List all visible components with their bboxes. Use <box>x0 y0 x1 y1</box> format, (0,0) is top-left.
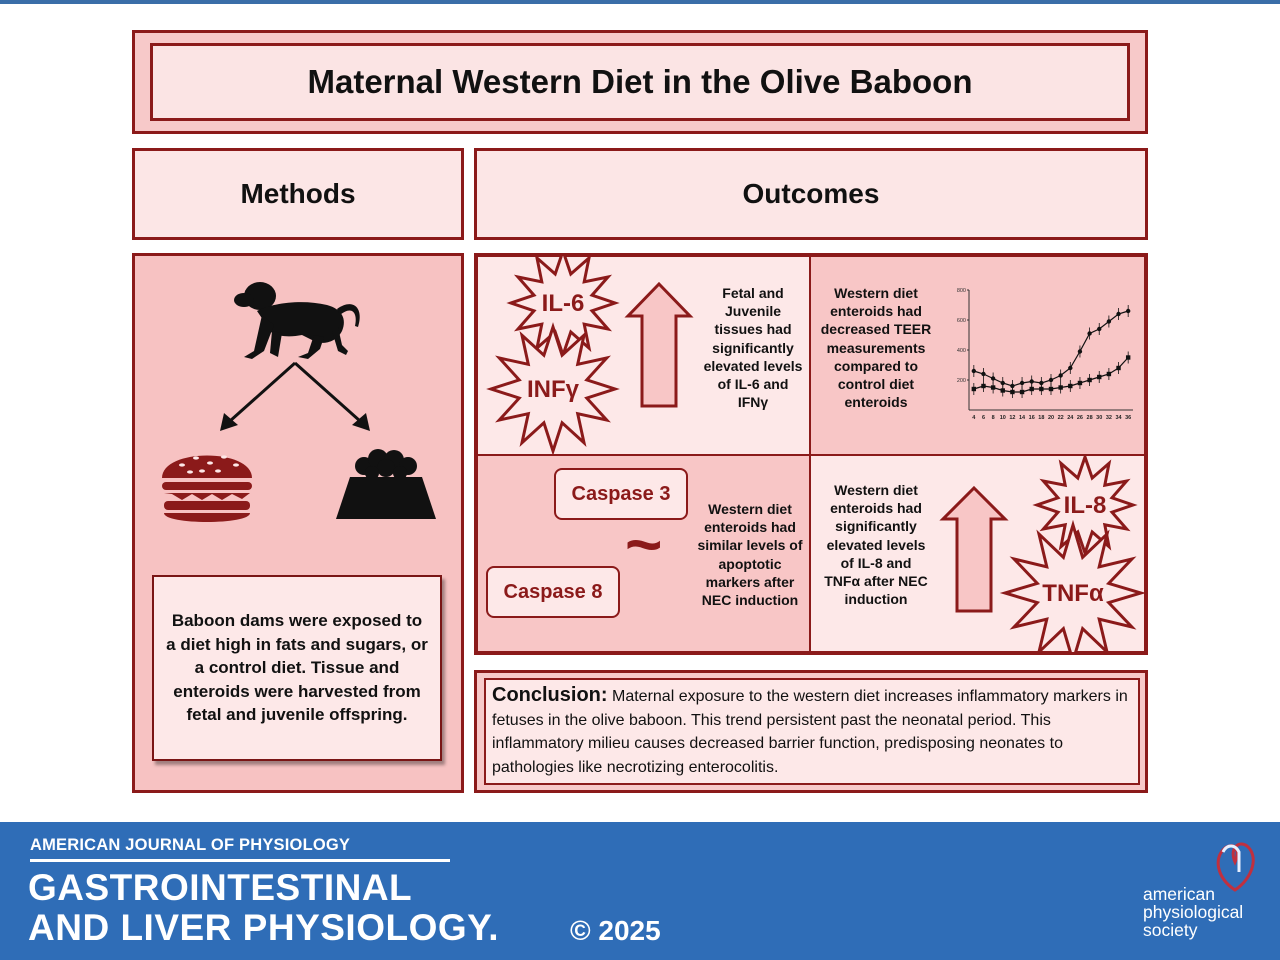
x-tick-label: 18 <box>1038 415 1045 421</box>
x-tick-label: 8 <box>991 415 995 421</box>
chart-series <box>972 305 1131 398</box>
x-tick-label: 30 <box>1096 415 1103 421</box>
chart-axes <box>957 288 1133 421</box>
similar-symbol: ~ <box>625 508 663 580</box>
badge-caspase-8: Caspase 8 <box>486 566 620 618</box>
data-point <box>1097 327 1101 331</box>
conclusion-text: Maternal exposure to the western diet increases inflammatory markers in fetuses in the olive baboon. This trend persistent past the neonatal period. This inflammatory milieu causes decreased barrier function, predisposing neonates to pathologies like necrotizing enterocolitis. <box>492 688 1128 776</box>
x-tick-label: 32 <box>1105 415 1112 421</box>
journal-title-line1: GASTROINTESTINAL <box>28 867 413 908</box>
cell4-text: Western diet enteroids had significantly elevated levels of IL-8 and TNFα after NEC induction <box>824 482 928 608</box>
cell2-text: Western diet enteroids had decreased TEER measurements compared to control diet enteroids <box>820 285 932 411</box>
data-point <box>981 372 985 376</box>
badge-tnfa: TNFα <box>1042 580 1104 607</box>
x-tick-label: 4 <box>972 415 976 421</box>
x-tick-label: 12 <box>1009 415 1016 421</box>
x-tick-label: 6 <box>981 415 986 421</box>
data-point <box>1078 349 1082 353</box>
data-point <box>1107 319 1111 323</box>
journal-title <box>28 868 499 948</box>
data-point <box>1087 378 1091 382</box>
publisher-line2: physiological <box>1143 902 1244 922</box>
footer-divider <box>30 859 450 862</box>
x-tick-label: 24 <box>1067 415 1074 421</box>
data-point <box>991 385 995 389</box>
data-point <box>1068 384 1072 388</box>
starburst-icon <box>1037 457 1133 553</box>
teer-chart <box>945 282 1140 432</box>
x-tick-label: 10 <box>999 415 1006 421</box>
x-tick-label: 34 <box>1115 415 1122 421</box>
x-tick-label: 36 <box>1125 415 1132 421</box>
badge-caspase-3: Caspase 3 <box>554 468 688 520</box>
data-point <box>1116 366 1120 370</box>
y-tick-label: 800 <box>956 288 966 294</box>
badge-il8: IL-8 <box>1063 492 1107 519</box>
cell1-text: Fetal and Juvenile tissues had significantly elevated levels of IL-6 and IFNγ <box>703 285 803 411</box>
data-point <box>1020 390 1024 394</box>
data-point <box>1097 375 1101 379</box>
data-point <box>1010 390 1014 394</box>
data-point <box>981 384 985 388</box>
outcomes-header: Outcomes <box>474 148 1148 240</box>
data-point <box>1126 309 1130 313</box>
methods-illustration <box>132 253 464 573</box>
data-point <box>1049 387 1053 391</box>
cell3-text: Western diet enteroids had similar levels of apoptotic markers after NEC induction <box>697 501 803 609</box>
conclusion-label: Conclusion: <box>492 684 608 706</box>
branch-arrows <box>220 363 370 431</box>
data-point <box>1058 373 1062 377</box>
up-arrow-icon <box>628 284 690 406</box>
data-point <box>972 387 976 391</box>
data-point <box>1049 378 1053 382</box>
data-point <box>991 376 995 380</box>
badge-infy: INFγ <box>526 376 580 403</box>
starburst-icon <box>491 327 615 451</box>
food-bowl-icon <box>336 449 436 519</box>
y-tick-label: 200 <box>956 378 966 384</box>
data-point <box>1030 387 1034 391</box>
methods-description: Baboon dams were exposed to a diet high in fats and sugars, or a control diet. Tissue and enteroids were harvested from fetal and juvenile offspring. <box>152 575 442 761</box>
top-rule <box>0 0 1280 4</box>
y-tick-label: 600 <box>956 318 966 324</box>
methods-header: Methods <box>132 148 464 240</box>
data-point <box>1087 331 1091 335</box>
badge-il6: IL-6 <box>541 290 585 317</box>
publisher-line3: society <box>1143 920 1198 940</box>
x-tick-label: 16 <box>1028 415 1035 421</box>
data-point <box>1039 387 1043 391</box>
data-point <box>1078 381 1082 385</box>
y-tick-label: 400 <box>956 348 966 354</box>
data-point <box>1058 385 1062 389</box>
x-tick-label: 20 <box>1047 415 1055 421</box>
data-point <box>1068 366 1072 370</box>
starburst-icon <box>1005 525 1141 652</box>
x-tick-label: 14 <box>1018 415 1026 421</box>
x-tick-label: 22 <box>1057 415 1064 421</box>
journal-title-line2: AND LIVER PHYSIOLOGY. <box>28 907 500 948</box>
x-tick-label: 28 <box>1086 415 1093 421</box>
copyright: © 2025 <box>570 915 661 946</box>
up-arrow-icon <box>943 488 1005 611</box>
data-point <box>1116 312 1120 316</box>
baboon-icon <box>234 282 360 359</box>
x-tick-label: 26 <box>1076 415 1084 421</box>
data-point <box>1020 381 1024 385</box>
publisher-line1: american <box>1143 884 1215 904</box>
journal-name: AMERICAN JOURNAL OF PHYSIOLOGY <box>30 836 351 854</box>
conclusion-box <box>484 678 1140 785</box>
data-point <box>1126 355 1130 359</box>
hamburger-icon <box>162 455 252 522</box>
publisher-name <box>1143 885 1243 939</box>
page-title: Maternal Western Diet in the Olive Baboon <box>150 43 1130 121</box>
data-point <box>1001 388 1005 392</box>
cell4-graphics <box>810 455 1145 652</box>
data-point <box>972 369 976 373</box>
data-point <box>1107 372 1111 376</box>
